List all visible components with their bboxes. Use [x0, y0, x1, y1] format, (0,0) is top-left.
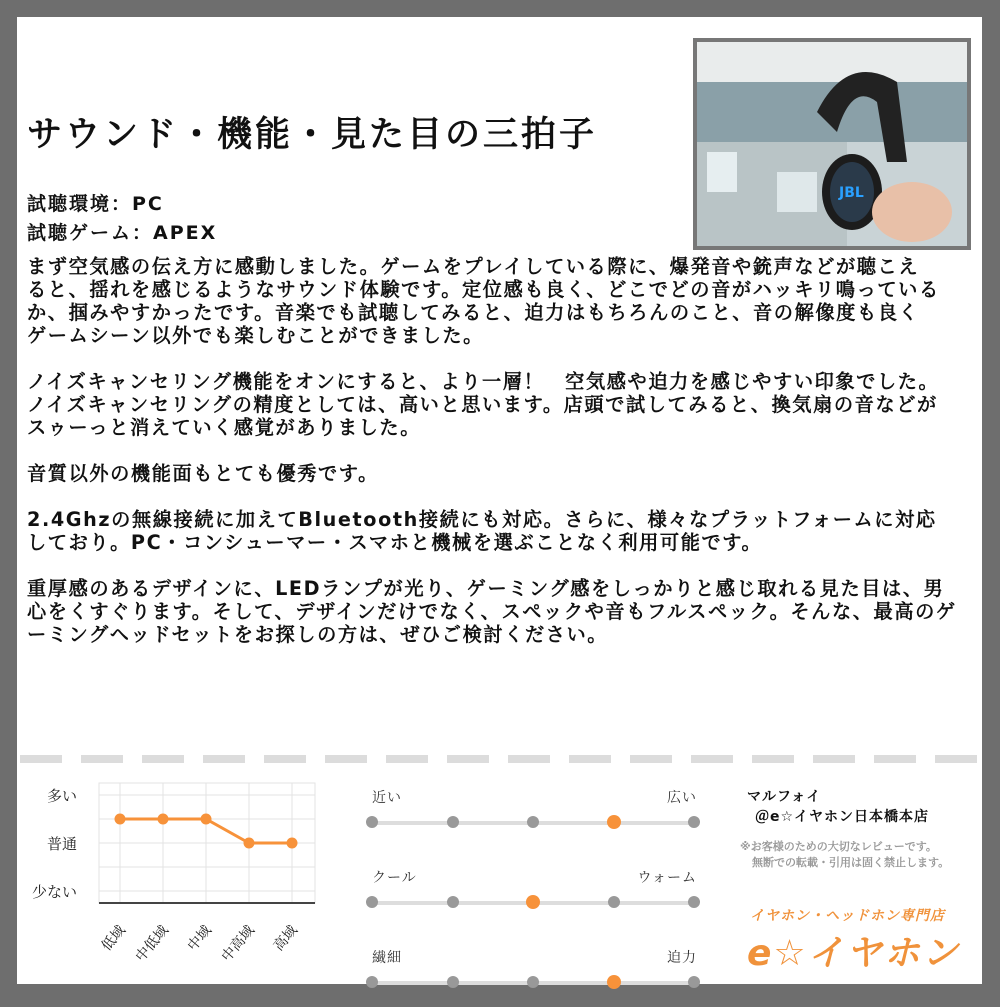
test-game: 試聴ゲーム：APEX [27, 222, 218, 244]
text-line: スゥーっと消えていく感覚がありました。 [27, 416, 422, 439]
sound-slider [372, 787, 697, 837]
slider-right-label: 迫力 [667, 950, 697, 966]
x-tick-label: 中高域 [218, 922, 258, 965]
review-page [17, 17, 982, 984]
text-line: ゲームシーン以外でも楽しむことができました。 [27, 324, 484, 347]
text-line: ノイズキャンセリングの精度としては、高いと思います。店頭で試してみると、換気扇の音などが [27, 393, 938, 416]
text-line: 2.4Ghzの無線接続に加えてBluetooth接続にも対応。さらに、様々なプラットフォームに対応 [27, 508, 937, 531]
slider-selected-dot [607, 975, 621, 989]
text-line: しており。PC・コンシューマー・スマホと機械を選ぶことなく利用可能です。 [27, 531, 763, 554]
slider-dot [527, 816, 539, 828]
slider-left-label: クール [372, 870, 417, 886]
text-line: 重厚感のあるデザインに、LEDランプが光り、ゲーミング感をしっかりと感じ取れる見た目は、男 [27, 577, 945, 600]
slider-selected-dot [526, 895, 540, 909]
x-tick-label: 中域 [184, 922, 215, 955]
x-tick-label: 高域 [270, 922, 301, 955]
review-body [27, 255, 977, 669]
text-line: まず空気感の伝え方に感動しました。ゲームをプレイしている際に、爆発音や銃声などが聴こえ [27, 255, 920, 278]
slider-left-label: 近い [372, 790, 402, 806]
copyright-note [740, 839, 949, 871]
author [747, 787, 929, 827]
text-line: ると、揺れを感じるようなサウンド体験です。定位感も良く、どこでどの音がハッキリ鳴っている [27, 278, 940, 301]
slider-dot [366, 816, 378, 828]
e-earphone-logo[interactable]: e☆イヤホン [747, 933, 960, 974]
text-line: 音質以外の機能面もとても優秀です。 [27, 462, 379, 485]
paragraph [27, 508, 977, 554]
sound-slider [372, 867, 697, 917]
data-point [201, 814, 212, 825]
data-point [287, 838, 298, 849]
sound-slider [372, 947, 697, 997]
paragraph [27, 370, 977, 439]
author-store: ＠e☆イヤホン日本橋本店 [755, 809, 930, 825]
text-line: ノイズキャンセリング機能をオンにすると、より一層！ 空気感や迫力を感じやすい印象でした。 [27, 370, 940, 393]
test-environment: 試聴環境：PC [27, 193, 164, 215]
slider-dot [447, 976, 459, 988]
data-point [158, 814, 169, 825]
x-tick-label: 中低域 [132, 922, 172, 965]
y-tick-label: 少ない [31, 883, 77, 901]
slider-selected-dot [607, 815, 621, 829]
text-line: ーミングヘッドセットをお探しの方は、ぜひご検討ください。 [27, 623, 609, 646]
note-line: ※お客様のための大切なレビューです。 [740, 840, 937, 853]
paragraph [27, 255, 977, 347]
data-point [244, 838, 255, 849]
paragraph [27, 462, 977, 485]
author-name: マルフォイ [747, 789, 822, 805]
y-tick-label: 多い [46, 787, 77, 805]
slider-right-label: 広い [667, 790, 697, 806]
divider [20, 755, 980, 763]
x-tick-label: 低域 [98, 922, 129, 955]
slider-right-label: ウォーム [637, 870, 697, 886]
text-line: か、掴みやすかったです。音楽でも試聴してみると、迫力はもちろんのこと、音の解像度も良く [27, 301, 920, 324]
slider-dot [688, 976, 700, 988]
slider-dot [527, 976, 539, 988]
slider-dot [608, 896, 620, 908]
svg-text:JBL: JBL [839, 185, 864, 201]
slider-dot [447, 896, 459, 908]
logo-tagline: イヤホン・ヘッドホン専門店 [750, 908, 945, 924]
slider-dot [366, 896, 378, 908]
paragraph [27, 577, 977, 646]
slider-dot [688, 816, 700, 828]
slider-left-label: 繊細 [372, 950, 402, 966]
page-title: サウンド・機能・見た目の三拍子 [27, 115, 598, 155]
slider-dot [366, 976, 378, 988]
y-tick-label: 普通 [46, 835, 77, 853]
slider-dot [688, 896, 700, 908]
product-photo [693, 38, 971, 250]
slider-dot [447, 816, 459, 828]
note-line: 無断での転載・引用は固く禁止します。 [752, 856, 950, 869]
data-point [115, 814, 126, 825]
text-line: 心をくすぐります。そして、デザインだけでなく、スペックや音もフルスペック。そんな、最高のゲ [27, 600, 957, 623]
